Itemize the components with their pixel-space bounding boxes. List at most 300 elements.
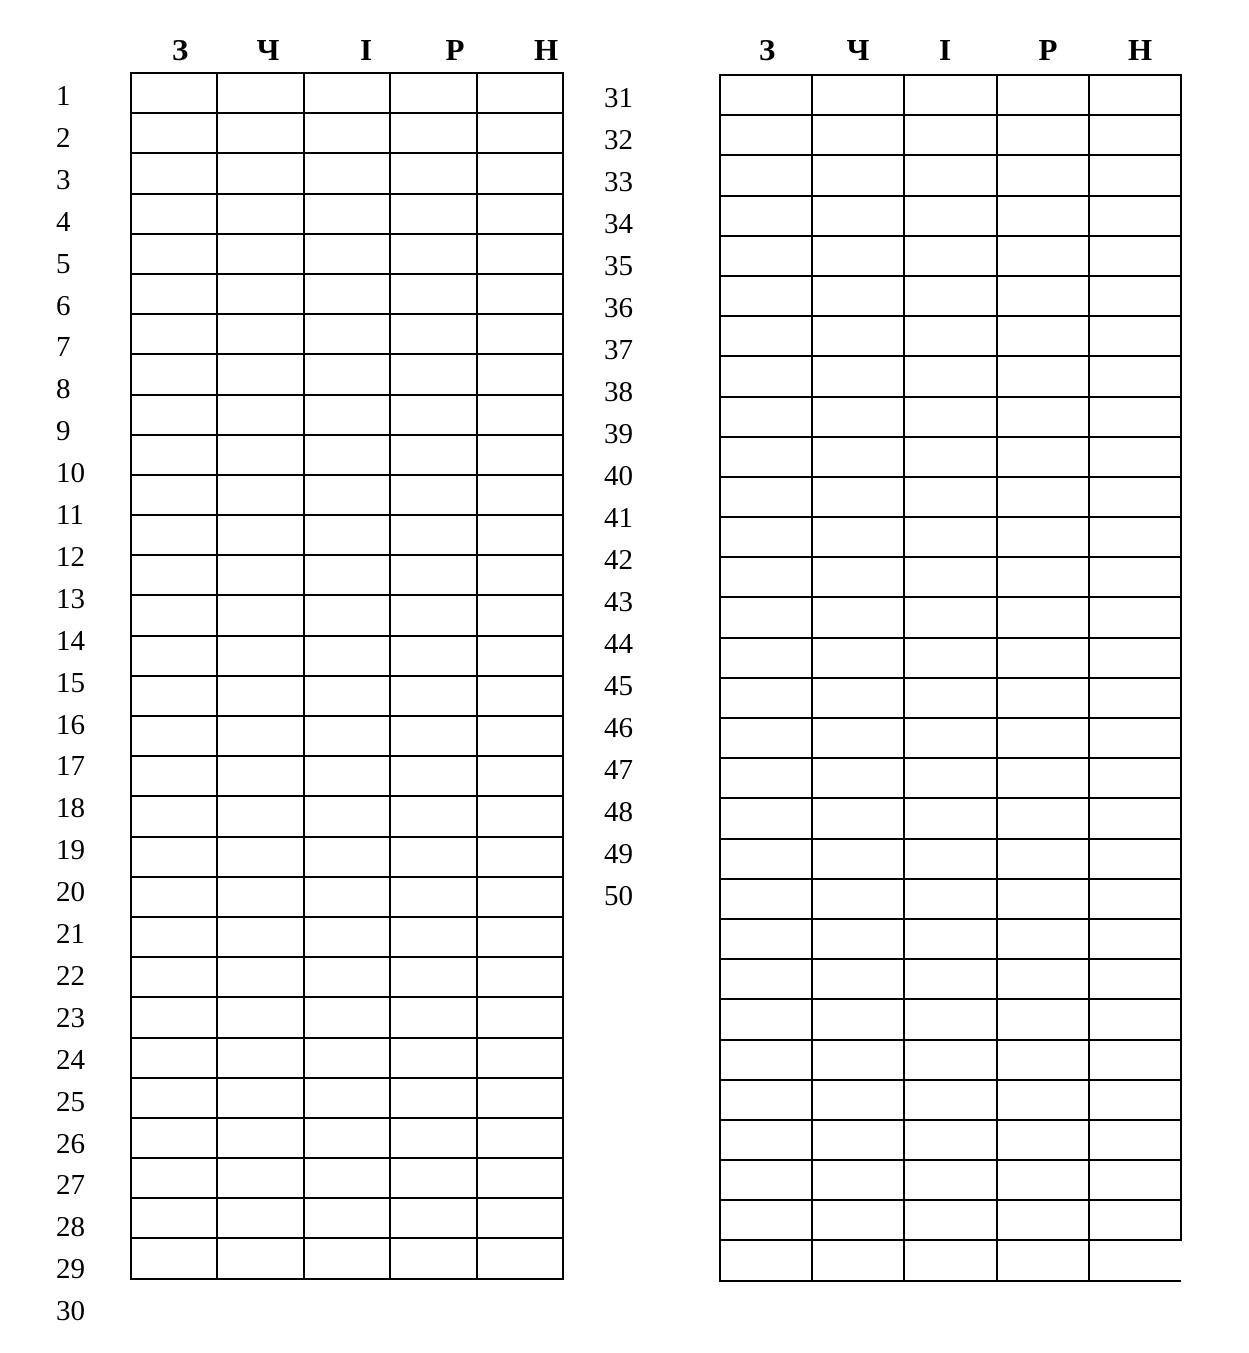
answer-cell[interactable] bbox=[217, 837, 303, 877]
answer-cell[interactable] bbox=[131, 1118, 217, 1158]
answer-cell[interactable] bbox=[1089, 276, 1181, 316]
answer-cell[interactable] bbox=[997, 919, 1089, 959]
answer-cell[interactable] bbox=[217, 676, 303, 716]
answer-cell[interactable] bbox=[477, 354, 563, 394]
answer-cell[interactable] bbox=[1089, 1240, 1181, 1280]
answer-cell[interactable] bbox=[812, 718, 904, 758]
answer-cell[interactable] bbox=[904, 1200, 996, 1240]
answer-cell[interactable] bbox=[997, 397, 1089, 437]
answer-cell[interactable] bbox=[131, 395, 217, 435]
answer-cell[interactable] bbox=[720, 1120, 812, 1160]
answer-cell[interactable] bbox=[131, 1238, 217, 1278]
answer-cell[interactable] bbox=[217, 997, 303, 1037]
answer-cell[interactable] bbox=[812, 758, 904, 798]
answer-cell[interactable] bbox=[477, 194, 563, 234]
answer-cell[interactable] bbox=[131, 837, 217, 877]
answer-cell[interactable] bbox=[812, 798, 904, 838]
answer-cell[interactable] bbox=[477, 837, 563, 877]
answer-cell[interactable] bbox=[812, 919, 904, 959]
answer-cell[interactable] bbox=[1089, 879, 1181, 919]
answer-cell[interactable] bbox=[904, 276, 996, 316]
answer-cell[interactable] bbox=[477, 1238, 563, 1278]
answer-cell[interactable] bbox=[1089, 638, 1181, 678]
answer-cell[interactable] bbox=[304, 756, 390, 796]
answer-cell[interactable] bbox=[720, 115, 812, 155]
answer-cell[interactable] bbox=[390, 997, 476, 1037]
answer-cell[interactable] bbox=[904, 1240, 996, 1280]
answer-cell[interactable] bbox=[812, 1200, 904, 1240]
answer-cell[interactable] bbox=[217, 877, 303, 917]
answer-cell[interactable] bbox=[904, 236, 996, 276]
answer-cell[interactable] bbox=[904, 1040, 996, 1080]
answer-cell[interactable] bbox=[217, 435, 303, 475]
answer-cell[interactable] bbox=[904, 397, 996, 437]
answer-cell[interactable] bbox=[720, 477, 812, 517]
answer-cell[interactable] bbox=[904, 1120, 996, 1160]
answer-cell[interactable] bbox=[904, 959, 996, 999]
answer-cell[interactable] bbox=[304, 595, 390, 635]
answer-cell[interactable] bbox=[217, 274, 303, 314]
answer-cell[interactable] bbox=[390, 1078, 476, 1118]
answer-cell[interactable] bbox=[390, 636, 476, 676]
answer-cell[interactable] bbox=[720, 236, 812, 276]
answer-cell[interactable] bbox=[217, 1238, 303, 1278]
answer-cell[interactable] bbox=[304, 636, 390, 676]
answer-cell[interactable] bbox=[390, 756, 476, 796]
answer-cell[interactable] bbox=[131, 957, 217, 997]
answer-cell[interactable] bbox=[390, 515, 476, 555]
answer-cell[interactable] bbox=[812, 356, 904, 396]
answer-cell[interactable] bbox=[217, 917, 303, 957]
answer-cell[interactable] bbox=[477, 314, 563, 354]
answer-cell[interactable] bbox=[904, 879, 996, 919]
answer-cell[interactable] bbox=[304, 435, 390, 475]
answer-cell[interactable] bbox=[131, 234, 217, 274]
answer-cell[interactable] bbox=[217, 1158, 303, 1198]
answer-cell[interactable] bbox=[720, 1040, 812, 1080]
answer-cell[interactable] bbox=[997, 638, 1089, 678]
answer-cell[interactable] bbox=[477, 997, 563, 1037]
answer-cell[interactable] bbox=[812, 437, 904, 477]
answer-cell[interactable] bbox=[904, 196, 996, 236]
answer-cell[interactable] bbox=[390, 395, 476, 435]
answer-cell[interactable] bbox=[304, 957, 390, 997]
answer-cell[interactable] bbox=[131, 756, 217, 796]
answer-cell[interactable] bbox=[720, 597, 812, 637]
answer-cell[interactable] bbox=[997, 196, 1089, 236]
answer-cell[interactable] bbox=[131, 515, 217, 555]
answer-cell[interactable] bbox=[131, 636, 217, 676]
answer-cell[interactable] bbox=[904, 356, 996, 396]
answer-cell[interactable] bbox=[812, 1120, 904, 1160]
answer-cell[interactable] bbox=[390, 354, 476, 394]
answer-cell[interactable] bbox=[1089, 1080, 1181, 1120]
answer-cell[interactable] bbox=[720, 155, 812, 195]
answer-cell[interactable] bbox=[1089, 758, 1181, 798]
answer-cell[interactable] bbox=[304, 877, 390, 917]
answer-cell[interactable] bbox=[720, 798, 812, 838]
answer-cell[interactable] bbox=[390, 957, 476, 997]
answer-cell[interactable] bbox=[997, 758, 1089, 798]
answer-cell[interactable] bbox=[812, 115, 904, 155]
answer-cell[interactable] bbox=[904, 517, 996, 557]
answer-cell[interactable] bbox=[812, 75, 904, 115]
answer-cell[interactable] bbox=[720, 959, 812, 999]
answer-cell[interactable] bbox=[131, 796, 217, 836]
answer-cell[interactable] bbox=[1089, 1200, 1181, 1240]
answer-cell[interactable] bbox=[304, 354, 390, 394]
answer-cell[interactable] bbox=[477, 73, 563, 113]
answer-cell[interactable] bbox=[997, 517, 1089, 557]
answer-cell[interactable] bbox=[390, 1238, 476, 1278]
answer-cell[interactable] bbox=[304, 153, 390, 193]
answer-cell[interactable] bbox=[390, 234, 476, 274]
answer-cell[interactable] bbox=[131, 475, 217, 515]
answer-cell[interactable] bbox=[304, 1198, 390, 1238]
answer-cell[interactable] bbox=[997, 879, 1089, 919]
answer-cell[interactable] bbox=[997, 1160, 1089, 1200]
answer-cell[interactable] bbox=[1089, 557, 1181, 597]
answer-cell[interactable] bbox=[904, 758, 996, 798]
answer-cell[interactable] bbox=[390, 274, 476, 314]
answer-cell[interactable] bbox=[217, 515, 303, 555]
answer-cell[interactable] bbox=[131, 676, 217, 716]
answer-cell[interactable] bbox=[217, 1118, 303, 1158]
answer-cell[interactable] bbox=[304, 234, 390, 274]
answer-cell[interactable] bbox=[477, 153, 563, 193]
answer-cell[interactable] bbox=[390, 1038, 476, 1078]
answer-cell[interactable] bbox=[390, 73, 476, 113]
answer-cell[interactable] bbox=[131, 595, 217, 635]
answer-cell[interactable] bbox=[812, 196, 904, 236]
answer-cell[interactable] bbox=[217, 314, 303, 354]
answer-cell[interactable] bbox=[131, 1198, 217, 1238]
answer-cell[interactable] bbox=[477, 395, 563, 435]
answer-cell[interactable] bbox=[1089, 839, 1181, 879]
answer-cell[interactable] bbox=[997, 798, 1089, 838]
answer-cell[interactable] bbox=[390, 435, 476, 475]
answer-cell[interactable] bbox=[997, 437, 1089, 477]
answer-cell[interactable] bbox=[304, 475, 390, 515]
answer-cell[interactable] bbox=[131, 555, 217, 595]
answer-cell[interactable] bbox=[477, 515, 563, 555]
answer-cell[interactable] bbox=[477, 1078, 563, 1118]
answer-cell[interactable] bbox=[131, 354, 217, 394]
answer-cell[interactable] bbox=[904, 477, 996, 517]
answer-cell[interactable] bbox=[390, 555, 476, 595]
answer-cell[interactable] bbox=[1089, 1160, 1181, 1200]
answer-cell[interactable] bbox=[997, 1080, 1089, 1120]
answer-cell[interactable] bbox=[390, 716, 476, 756]
answer-cell[interactable] bbox=[904, 115, 996, 155]
answer-cell[interactable] bbox=[812, 839, 904, 879]
answer-cell[interactable] bbox=[304, 395, 390, 435]
answer-cell[interactable] bbox=[904, 718, 996, 758]
answer-cell[interactable] bbox=[904, 638, 996, 678]
answer-cell[interactable] bbox=[812, 1080, 904, 1120]
answer-cell[interactable] bbox=[720, 1200, 812, 1240]
answer-cell[interactable] bbox=[1089, 236, 1181, 276]
answer-cell[interactable] bbox=[812, 155, 904, 195]
answer-cell[interactable] bbox=[904, 316, 996, 356]
answer-cell[interactable] bbox=[131, 1078, 217, 1118]
answer-cell[interactable] bbox=[304, 1078, 390, 1118]
answer-cell[interactable] bbox=[304, 73, 390, 113]
answer-cell[interactable] bbox=[812, 236, 904, 276]
answer-cell[interactable] bbox=[997, 356, 1089, 396]
answer-cell[interactable] bbox=[1089, 718, 1181, 758]
answer-cell[interactable] bbox=[390, 153, 476, 193]
answer-cell[interactable] bbox=[812, 638, 904, 678]
answer-cell[interactable] bbox=[997, 959, 1089, 999]
answer-cell[interactable] bbox=[217, 1038, 303, 1078]
answer-cell[interactable] bbox=[304, 1238, 390, 1278]
answer-cell[interactable] bbox=[304, 1038, 390, 1078]
answer-cell[interactable] bbox=[1089, 477, 1181, 517]
answer-cell[interactable] bbox=[217, 395, 303, 435]
answer-cell[interactable] bbox=[217, 957, 303, 997]
answer-cell[interactable] bbox=[1089, 678, 1181, 718]
answer-cell[interactable] bbox=[304, 676, 390, 716]
answer-cell[interactable] bbox=[217, 153, 303, 193]
answer-cell[interactable] bbox=[217, 716, 303, 756]
answer-cell[interactable] bbox=[304, 113, 390, 153]
answer-cell[interactable] bbox=[131, 1038, 217, 1078]
answer-cell[interactable] bbox=[304, 194, 390, 234]
answer-cell[interactable] bbox=[477, 636, 563, 676]
answer-cell[interactable] bbox=[304, 796, 390, 836]
answer-cell[interactable] bbox=[390, 1118, 476, 1158]
answer-cell[interactable] bbox=[477, 113, 563, 153]
answer-cell[interactable] bbox=[997, 477, 1089, 517]
answer-cell[interactable] bbox=[904, 75, 996, 115]
answer-cell[interactable] bbox=[1089, 196, 1181, 236]
answer-cell[interactable] bbox=[812, 999, 904, 1039]
answer-cell[interactable] bbox=[904, 1160, 996, 1200]
answer-cell[interactable] bbox=[997, 557, 1089, 597]
answer-cell[interactable] bbox=[477, 917, 563, 957]
answer-cell[interactable] bbox=[304, 716, 390, 756]
answer-cell[interactable] bbox=[131, 73, 217, 113]
answer-cell[interactable] bbox=[477, 676, 563, 716]
answer-cell[interactable] bbox=[997, 75, 1089, 115]
answer-cell[interactable] bbox=[720, 718, 812, 758]
answer-cell[interactable] bbox=[720, 276, 812, 316]
answer-cell[interactable] bbox=[997, 155, 1089, 195]
answer-cell[interactable] bbox=[131, 435, 217, 475]
answer-cell[interactable] bbox=[477, 1158, 563, 1198]
answer-cell[interactable] bbox=[720, 1160, 812, 1200]
answer-cell[interactable] bbox=[477, 234, 563, 274]
answer-cell[interactable] bbox=[997, 597, 1089, 637]
answer-cell[interactable] bbox=[390, 1198, 476, 1238]
answer-cell[interactable] bbox=[217, 555, 303, 595]
answer-cell[interactable] bbox=[720, 879, 812, 919]
answer-cell[interactable] bbox=[904, 999, 996, 1039]
answer-cell[interactable] bbox=[812, 557, 904, 597]
answer-cell[interactable] bbox=[131, 997, 217, 1037]
answer-cell[interactable] bbox=[390, 1158, 476, 1198]
answer-cell[interactable] bbox=[904, 155, 996, 195]
answer-cell[interactable] bbox=[812, 517, 904, 557]
answer-cell[interactable] bbox=[904, 839, 996, 879]
answer-cell[interactable] bbox=[812, 959, 904, 999]
answer-cell[interactable] bbox=[390, 917, 476, 957]
answer-cell[interactable] bbox=[131, 194, 217, 234]
answer-cell[interactable] bbox=[390, 194, 476, 234]
answer-cell[interactable] bbox=[477, 1118, 563, 1158]
answer-cell[interactable] bbox=[997, 1240, 1089, 1280]
answer-cell[interactable] bbox=[1089, 437, 1181, 477]
answer-cell[interactable] bbox=[477, 1198, 563, 1238]
answer-cell[interactable] bbox=[1089, 316, 1181, 356]
answer-cell[interactable] bbox=[217, 636, 303, 676]
answer-cell[interactable] bbox=[997, 276, 1089, 316]
answer-cell[interactable] bbox=[904, 597, 996, 637]
answer-cell[interactable] bbox=[131, 1158, 217, 1198]
answer-cell[interactable] bbox=[390, 113, 476, 153]
answer-cell[interactable] bbox=[217, 1198, 303, 1238]
answer-cell[interactable] bbox=[997, 678, 1089, 718]
answer-cell[interactable] bbox=[812, 477, 904, 517]
answer-cell[interactable] bbox=[131, 153, 217, 193]
answer-cell[interactable] bbox=[477, 1038, 563, 1078]
answer-cell[interactable] bbox=[904, 919, 996, 959]
answer-cell[interactable] bbox=[131, 917, 217, 957]
answer-cell[interactable] bbox=[1089, 999, 1181, 1039]
answer-cell[interactable] bbox=[997, 236, 1089, 276]
answer-cell[interactable] bbox=[812, 879, 904, 919]
answer-cell[interactable] bbox=[1089, 1120, 1181, 1160]
answer-cell[interactable] bbox=[904, 557, 996, 597]
answer-cell[interactable] bbox=[1089, 798, 1181, 838]
answer-cell[interactable] bbox=[217, 1078, 303, 1118]
answer-cell[interactable] bbox=[304, 555, 390, 595]
answer-cell[interactable] bbox=[720, 75, 812, 115]
answer-cell[interactable] bbox=[720, 196, 812, 236]
answer-cell[interactable] bbox=[477, 756, 563, 796]
answer-cell[interactable] bbox=[131, 716, 217, 756]
answer-cell[interactable] bbox=[1089, 1040, 1181, 1080]
answer-cell[interactable] bbox=[812, 1160, 904, 1200]
answer-cell[interactable] bbox=[997, 1200, 1089, 1240]
answer-cell[interactable] bbox=[720, 1080, 812, 1120]
answer-cell[interactable] bbox=[477, 475, 563, 515]
answer-cell[interactable] bbox=[390, 595, 476, 635]
answer-cell[interactable] bbox=[131, 314, 217, 354]
answer-cell[interactable] bbox=[997, 316, 1089, 356]
answer-cell[interactable] bbox=[390, 877, 476, 917]
answer-cell[interactable] bbox=[812, 1040, 904, 1080]
answer-cell[interactable] bbox=[720, 316, 812, 356]
answer-cell[interactable] bbox=[217, 194, 303, 234]
answer-cell[interactable] bbox=[477, 435, 563, 475]
answer-cell[interactable] bbox=[904, 437, 996, 477]
answer-cell[interactable] bbox=[217, 475, 303, 515]
answer-cell[interactable] bbox=[304, 837, 390, 877]
answer-cell[interactable] bbox=[477, 595, 563, 635]
answer-cell[interactable] bbox=[217, 595, 303, 635]
answer-cell[interactable] bbox=[217, 234, 303, 274]
answer-cell[interactable] bbox=[720, 557, 812, 597]
answer-cell[interactable] bbox=[477, 877, 563, 917]
answer-cell[interactable] bbox=[720, 437, 812, 477]
answer-cell[interactable] bbox=[812, 1240, 904, 1280]
answer-cell[interactable] bbox=[720, 678, 812, 718]
answer-cell[interactable] bbox=[904, 798, 996, 838]
answer-cell[interactable] bbox=[720, 919, 812, 959]
answer-cell[interactable] bbox=[217, 796, 303, 836]
answer-cell[interactable] bbox=[304, 314, 390, 354]
answer-cell[interactable] bbox=[131, 113, 217, 153]
answer-cell[interactable] bbox=[304, 917, 390, 957]
answer-cell[interactable] bbox=[304, 1118, 390, 1158]
answer-cell[interactable] bbox=[390, 796, 476, 836]
answer-cell[interactable] bbox=[997, 115, 1089, 155]
answer-cell[interactable] bbox=[217, 73, 303, 113]
answer-cell[interactable] bbox=[217, 113, 303, 153]
answer-cell[interactable] bbox=[390, 314, 476, 354]
answer-cell[interactable] bbox=[812, 276, 904, 316]
answer-cell[interactable] bbox=[812, 678, 904, 718]
answer-cell[interactable] bbox=[904, 1080, 996, 1120]
answer-cell[interactable] bbox=[1089, 919, 1181, 959]
answer-cell[interactable] bbox=[1089, 397, 1181, 437]
answer-cell[interactable] bbox=[304, 1158, 390, 1198]
answer-cell[interactable] bbox=[720, 517, 812, 557]
answer-cell[interactable] bbox=[217, 756, 303, 796]
answer-cell[interactable] bbox=[1089, 959, 1181, 999]
answer-cell[interactable] bbox=[477, 716, 563, 756]
answer-cell[interactable] bbox=[720, 758, 812, 798]
answer-cell[interactable] bbox=[131, 274, 217, 314]
answer-cell[interactable] bbox=[997, 999, 1089, 1039]
answer-cell[interactable] bbox=[131, 877, 217, 917]
answer-cell[interactable] bbox=[997, 1120, 1089, 1160]
answer-cell[interactable] bbox=[390, 837, 476, 877]
answer-cell[interactable] bbox=[1089, 155, 1181, 195]
answer-cell[interactable] bbox=[720, 356, 812, 396]
answer-cell[interactable] bbox=[390, 475, 476, 515]
answer-cell[interactable] bbox=[720, 397, 812, 437]
answer-cell[interactable] bbox=[1089, 75, 1181, 115]
answer-cell[interactable] bbox=[1089, 597, 1181, 637]
answer-cell[interactable] bbox=[1089, 517, 1181, 557]
answer-cell[interactable] bbox=[1089, 115, 1181, 155]
answer-cell[interactable] bbox=[904, 678, 996, 718]
answer-cell[interactable] bbox=[997, 718, 1089, 758]
answer-cell[interactable] bbox=[304, 997, 390, 1037]
answer-cell[interactable] bbox=[304, 274, 390, 314]
answer-cell[interactable] bbox=[477, 796, 563, 836]
answer-cell[interactable] bbox=[477, 957, 563, 997]
answer-cell[interactable] bbox=[997, 839, 1089, 879]
answer-cell[interactable] bbox=[812, 316, 904, 356]
answer-cell[interactable] bbox=[390, 676, 476, 716]
answer-cell[interactable] bbox=[477, 555, 563, 595]
answer-cell[interactable] bbox=[812, 397, 904, 437]
answer-cell[interactable] bbox=[720, 999, 812, 1039]
answer-cell[interactable] bbox=[720, 839, 812, 879]
answer-cell[interactable] bbox=[997, 1040, 1089, 1080]
answer-cell[interactable] bbox=[1089, 356, 1181, 396]
answer-cell[interactable] bbox=[217, 354, 303, 394]
answer-cell[interactable] bbox=[477, 274, 563, 314]
answer-cell[interactable] bbox=[304, 515, 390, 555]
answer-cell[interactable] bbox=[720, 1240, 812, 1280]
answer-cell[interactable] bbox=[812, 597, 904, 637]
answer-cell[interactable] bbox=[720, 638, 812, 678]
